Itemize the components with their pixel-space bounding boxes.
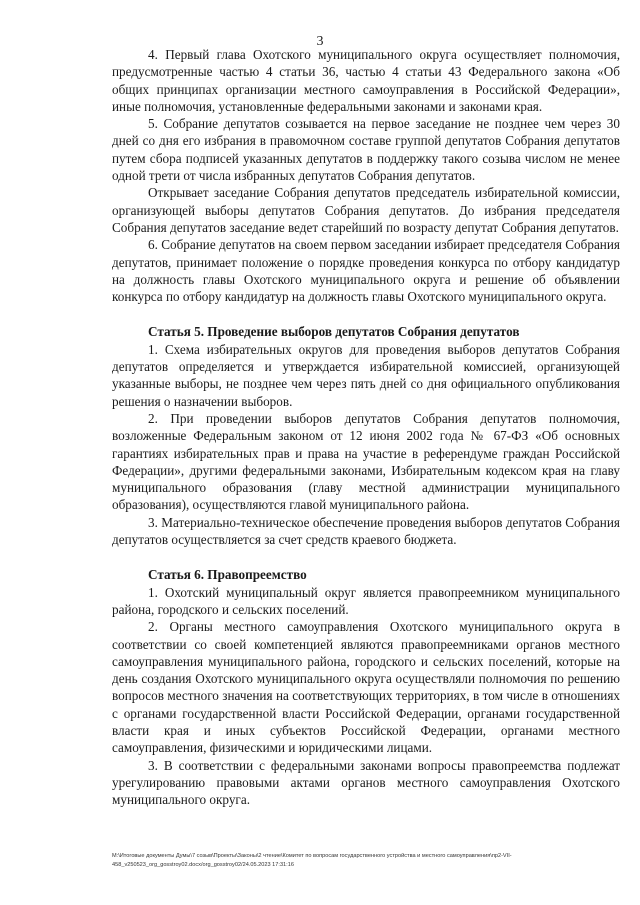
article6-heading: Статья 6. Правопреемство — [148, 567, 307, 583]
page-number: 3 — [316, 34, 324, 49]
article6-paragraph-1: 1. Охотский муниципальный округ является правопреемником муниципального района, городского и сельских поселений. — [112, 584, 620, 617]
article4-paragraph-5: 5. Собрание депутатов созывается на первое заседание не позднее чем через 30 дней со дня его избрания в правомочном составе группой депутатов Собрания депутатов путем сбора подписей указанных депутатов в поддержку такого созыва числом не менее одной трети от числа избранных депутатов Собрания депутатов. — [112, 116, 620, 184]
article5-paragraph-2: 2. При проведении выборов депутатов Собрания депутатов полномочия, возложенные Федеральным законом от 12 июня 2002 года № 67-ФЗ «Об основных гарантиях избирательных прав и права на участие в референдуме граждан Российской Федерации», другими федеральными законами, Избирательным кодексом края на главу муниципального образования (главу местной администрации муниципального образования), осуществляются главой муниципального района. — [112, 410, 620, 513]
article6-paragraph-3: 3. В соответствии с федеральными законами вопросы правопреемства подлежат урегулированию правовыми актами органов местного самоуправления Охотского муниципального округа. — [112, 757, 620, 808]
document-body — [112, 46, 620, 808]
article4-paragraph-6: 6. Собрание депутатов на своем первом заседании избирает председателя Собрания депутатов, принимает положение о порядке проведения конкурса по отбору кандидатур на должность главы Охотского муниципального округа и решение об объявлении конкурса по отбору кандидатур на должность главы Охотского муниципального округа. — [112, 237, 620, 305]
article5-paragraph-3: 3. Материально-техническое обеспечение проведения выборов депутатов Собрания депутатов осуществляется за счет средств краевого бюджета. — [112, 514, 620, 548]
article6-paragraph-2: 2. Органы местного самоуправления Охотского муниципального округа в соответствии со своей компетенцией являются правопреемниками органов местного самоуправления муниципального района, городского и сельских поселений, которые на день создания Охотского муниципального округа осуществляли полномочия по решению вопросов местного значения на соответствующих территориях, в том числе в отношениях с органами государственной власти Российской Федерации, органами государственной власти края и иных субъектов Российской Федерации, органами местного самоуправления, физическими и юридическими лицами. — [112, 619, 620, 756]
article5-paragraph-1: 1. Схема избирательных округов для проведения выборов депутатов Собрания депутатов определяется и утверждается избирательной комиссией, организующей указанные выборы, не позднее чем через пять дней со дня официального опубликования решения о назначении выборов. — [112, 341, 620, 409]
article4-paragraph-5b: Открывает заседание Собрания депутатов председатель избирательной комиссии, организующей выборы депутатов Собрания депутатов. До избрания председателя Собрания депутатов заседание ведет старейший по возрасту депутат Собрания депутатов. — [112, 185, 620, 235]
article4-paragraph-4: 4. Первый глава Охотского муниципального округа осуществляет полномочия, предусмотренные частью 4 статьи 36, частью 4 статьи 43 Федерального закона «Об общих принципах организации местного самоуправления в Российской Федерации», иные полномочия, установленные федеральными законами и законами края. — [112, 47, 620, 114]
article5-heading: Статья 5. Проведение выборов депутатов Собрания депутатов — [148, 324, 520, 340]
file-path-footer: М:\Итоговые документы Думы\7 созыв\Проекты\Законы\2 чтение\Комитет по вопросам государственного устройства и местного самоуправления\пр2-VII-458_v250523_org_gosstroy02.docx/org_gosstroy02/24.05.2023 17:31:16 — [112, 853, 512, 868]
